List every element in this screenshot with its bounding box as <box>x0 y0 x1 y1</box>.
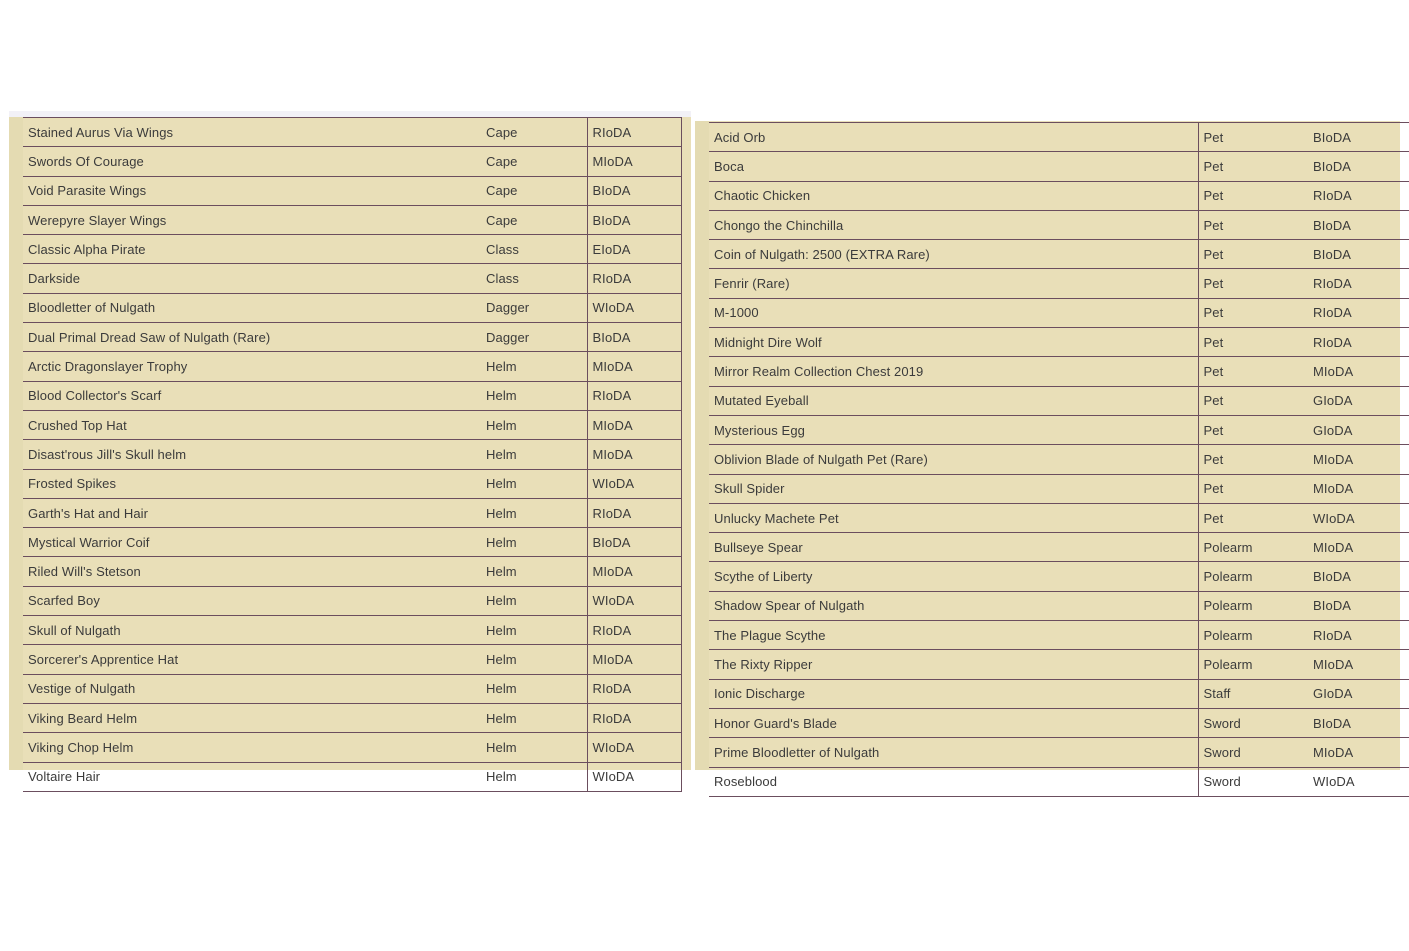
item-type-cell: Pet <box>1198 181 1308 210</box>
item-type-cell: Staff <box>1198 679 1308 708</box>
item-name-cell: Coin of Nulgath: 2500 (EXTRA Rare) <box>709 240 1198 269</box>
item-type-cell: Polearm <box>1198 650 1308 679</box>
item-type-cell: Pet <box>1198 474 1308 503</box>
item-name-cell: Disast'rous Jill's Skull helm <box>23 440 481 469</box>
table-row <box>709 415 1409 444</box>
item-code-cell: WIoDA <box>1308 503 1409 532</box>
item-code-cell: RIoDA <box>587 118 681 147</box>
item-type-cell: Sword <box>1198 738 1308 767</box>
item-name-cell: Blood Collector's Scarf <box>23 381 481 410</box>
table-row <box>23 381 681 410</box>
item-type-cell: Pet <box>1198 503 1308 532</box>
item-type-cell: Sword <box>1198 708 1308 737</box>
item-code-cell: BIoDA <box>1308 123 1409 152</box>
item-type-cell: Polearm <box>1198 533 1308 562</box>
table-row <box>709 621 1409 650</box>
item-type-cell: Cape <box>481 176 587 205</box>
item-name-cell: The Plague Scythe <box>709 621 1198 650</box>
item-code-cell: GIoDA <box>1308 415 1409 444</box>
table-row <box>23 176 681 205</box>
item-code-cell: WIoDA <box>1308 767 1409 796</box>
item-name-cell: Riled Will's Stetson <box>23 557 481 586</box>
item-name-cell: Acid Orb <box>709 123 1198 152</box>
item-name-cell: Darkside <box>23 264 481 293</box>
table-row <box>23 586 681 615</box>
item-code-cell: MIoDA <box>1308 357 1409 386</box>
item-name-cell: Chongo the Chinchilla <box>709 210 1198 239</box>
item-type-cell: Cape <box>481 147 587 176</box>
table-row <box>709 123 1409 152</box>
table-row <box>23 118 681 147</box>
item-code-cell: BIoDA <box>1308 562 1409 591</box>
table-row <box>709 210 1409 239</box>
item-name-cell: Frosted Spikes <box>23 469 481 498</box>
table-row <box>23 645 681 674</box>
item-name-cell: Stained Aurus Via Wings <box>23 118 481 147</box>
item-type-cell: Class <box>481 264 587 293</box>
item-type-cell: Pet <box>1198 210 1308 239</box>
item-type-cell: Pet <box>1198 269 1308 298</box>
item-type-cell: Helm <box>481 645 587 674</box>
item-code-cell: BIoDA <box>1308 708 1409 737</box>
table-row <box>709 474 1409 503</box>
left-item-table <box>23 117 682 792</box>
item-name-cell: Roseblood <box>709 767 1198 796</box>
table-row <box>709 357 1409 386</box>
item-name-cell: Mirror Realm Collection Chest 2019 <box>709 357 1198 386</box>
item-code-cell: EIoDA <box>587 235 681 264</box>
table-row <box>709 533 1409 562</box>
item-code-cell: MIoDA <box>1308 738 1409 767</box>
item-name-cell: Prime Bloodletter of Nulgath <box>709 738 1198 767</box>
item-name-cell: The Rixty Ripper <box>709 650 1198 679</box>
table-row <box>23 557 681 586</box>
item-code-cell: RIoDA <box>587 703 681 732</box>
item-code-cell: BIoDA <box>1308 591 1409 620</box>
item-code-cell: BIoDA <box>587 176 681 205</box>
item-type-cell: Helm <box>481 586 587 615</box>
item-code-cell: RIoDA <box>1308 298 1409 327</box>
item-type-cell: Pet <box>1198 386 1308 415</box>
item-type-cell: Pet <box>1198 240 1308 269</box>
item-name-cell: Fenrir (Rare) <box>709 269 1198 298</box>
item-name-cell: Bloodletter of Nulgath <box>23 293 481 322</box>
item-code-cell: WIoDA <box>587 586 681 615</box>
item-code-cell: RIoDA <box>1308 269 1409 298</box>
item-type-cell: Polearm <box>1198 591 1308 620</box>
item-name-cell: Shadow Spear of Nulgath <box>709 591 1198 620</box>
item-name-cell: Scythe of Liberty <box>709 562 1198 591</box>
item-code-cell: MIoDA <box>587 410 681 439</box>
item-name-cell: Midnight Dire Wolf <box>709 328 1198 357</box>
table-row <box>709 503 1409 532</box>
item-name-cell: Skull of Nulgath <box>23 616 481 645</box>
table-row <box>709 298 1409 327</box>
table-row <box>709 240 1409 269</box>
item-code-cell: RIoDA <box>587 264 681 293</box>
table-row <box>709 650 1409 679</box>
right-item-table <box>709 122 1409 797</box>
table-row <box>23 498 681 527</box>
item-type-cell: Helm <box>481 381 587 410</box>
item-code-cell: BIoDA <box>587 205 681 234</box>
item-name-cell: Werepyre Slayer Wings <box>23 205 481 234</box>
item-code-cell: WIoDA <box>587 469 681 498</box>
left-table-panel <box>9 111 691 785</box>
item-code-cell: BIoDA <box>1308 210 1409 239</box>
item-code-cell: BIoDA <box>1308 240 1409 269</box>
item-code-cell: MIoDA <box>1308 533 1409 562</box>
item-name-cell: Dual Primal Dread Saw of Nulgath (Rare) <box>23 323 481 352</box>
table-row <box>23 528 681 557</box>
item-type-cell: Dagger <box>481 293 587 322</box>
item-code-cell: RIoDA <box>1308 621 1409 650</box>
table-row <box>23 323 681 352</box>
table-row <box>709 562 1409 591</box>
item-type-cell: Sword <box>1198 767 1308 796</box>
item-name-cell: Honor Guard's Blade <box>709 708 1198 737</box>
table-row <box>23 410 681 439</box>
item-type-cell: Helm <box>481 616 587 645</box>
item-code-cell: WIoDA <box>587 762 681 791</box>
item-type-cell: Polearm <box>1198 621 1308 650</box>
item-type-cell: Helm <box>481 469 587 498</box>
item-code-cell: MIoDA <box>587 352 681 381</box>
table-row <box>709 679 1409 708</box>
item-type-cell: Helm <box>481 674 587 703</box>
item-name-cell: Void Parasite Wings <box>23 176 481 205</box>
item-type-cell: Helm <box>481 410 587 439</box>
table-row <box>23 674 681 703</box>
item-type-cell: Helm <box>481 440 587 469</box>
table-row <box>23 762 681 791</box>
table-row <box>709 181 1409 210</box>
item-name-cell: Chaotic Chicken <box>709 181 1198 210</box>
item-type-cell: Class <box>481 235 587 264</box>
item-type-cell: Cape <box>481 118 587 147</box>
table-row <box>23 293 681 322</box>
item-code-cell: RIoDA <box>587 674 681 703</box>
table-row <box>709 708 1409 737</box>
table-row <box>709 328 1409 357</box>
item-code-cell: WIoDA <box>587 733 681 762</box>
item-code-cell: MIoDA <box>1308 445 1409 474</box>
item-name-cell: Scarfed Boy <box>23 586 481 615</box>
table-row <box>709 738 1409 767</box>
table-row <box>23 235 681 264</box>
item-code-cell: RIoDA <box>587 616 681 645</box>
item-type-cell: Helm <box>481 733 587 762</box>
item-name-cell: Bullseye Spear <box>709 533 1198 562</box>
item-type-cell: Pet <box>1198 445 1308 474</box>
item-code-cell: RIoDA <box>587 381 681 410</box>
table-row <box>23 147 681 176</box>
item-code-cell: MIoDA <box>587 557 681 586</box>
table-row <box>23 352 681 381</box>
item-name-cell: Mutated Eyeball <box>709 386 1198 415</box>
item-type-cell: Pet <box>1198 123 1308 152</box>
table-row <box>709 269 1409 298</box>
table-row <box>23 733 681 762</box>
table-row <box>23 703 681 732</box>
item-code-cell: BIoDA <box>587 528 681 557</box>
item-type-cell: Helm <box>481 703 587 732</box>
item-type-cell: Helm <box>481 762 587 791</box>
item-code-cell: MIoDA <box>1308 474 1409 503</box>
right-table-panel <box>695 121 1400 790</box>
item-name-cell: Skull Spider <box>709 474 1198 503</box>
item-code-cell: GIoDA <box>1308 386 1409 415</box>
item-type-cell: Helm <box>481 352 587 381</box>
item-type-cell: Pet <box>1198 298 1308 327</box>
table-row <box>23 205 681 234</box>
item-name-cell: Mysterious Egg <box>709 415 1198 444</box>
item-name-cell: Garth's Hat and Hair <box>23 498 481 527</box>
item-type-cell: Pet <box>1198 357 1308 386</box>
item-name-cell: Unlucky Machete Pet <box>709 503 1198 532</box>
item-name-cell: Mystical Warrior Coif <box>23 528 481 557</box>
item-code-cell: MIoDA <box>587 645 681 674</box>
item-type-cell: Pet <box>1198 415 1308 444</box>
item-code-cell: MIoDA <box>1308 650 1409 679</box>
item-name-cell: Swords Of Courage <box>23 147 481 176</box>
item-type-cell: Helm <box>481 557 587 586</box>
table-row <box>23 440 681 469</box>
item-type-cell: Polearm <box>1198 562 1308 591</box>
item-name-cell: Oblivion Blade of Nulgath Pet (Rare) <box>709 445 1198 474</box>
item-name-cell: Vestige of Nulgath <box>23 674 481 703</box>
item-name-cell: Viking Chop Helm <box>23 733 481 762</box>
table-row <box>23 469 681 498</box>
item-code-cell: BIoDA <box>587 323 681 352</box>
item-code-cell: RIoDA <box>587 498 681 527</box>
table-row <box>709 386 1409 415</box>
item-name-cell: Crushed Top Hat <box>23 410 481 439</box>
item-code-cell: MIoDA <box>587 440 681 469</box>
table-row <box>709 445 1409 474</box>
item-type-cell: Helm <box>481 498 587 527</box>
item-type-cell: Cape <box>481 205 587 234</box>
item-name-cell: Arctic Dragonslayer Trophy <box>23 352 481 381</box>
item-type-cell: Pet <box>1198 328 1308 357</box>
table-row <box>709 767 1409 796</box>
item-name-cell: Ionic Discharge <box>709 679 1198 708</box>
item-code-cell: BIoDA <box>1308 152 1409 181</box>
table-row <box>709 152 1409 181</box>
item-type-cell: Helm <box>481 528 587 557</box>
item-name-cell: Boca <box>709 152 1198 181</box>
item-name-cell: Voltaire Hair <box>23 762 481 791</box>
item-code-cell: RIoDA <box>1308 181 1409 210</box>
table-row <box>23 264 681 293</box>
item-name-cell: M-1000 <box>709 298 1198 327</box>
item-code-cell: WIoDA <box>587 293 681 322</box>
item-code-cell: MIoDA <box>587 147 681 176</box>
panel-edge <box>695 121 709 770</box>
item-code-cell: GIoDA <box>1308 679 1409 708</box>
panel-edge <box>9 117 23 770</box>
item-name-cell: Viking Beard Helm <box>23 703 481 732</box>
table-row <box>709 591 1409 620</box>
item-code-cell: RIoDA <box>1308 328 1409 357</box>
table-row <box>23 616 681 645</box>
item-name-cell: Classic Alpha Pirate <box>23 235 481 264</box>
item-type-cell: Dagger <box>481 323 587 352</box>
item-type-cell: Pet <box>1198 152 1308 181</box>
item-name-cell: Sorcerer's Apprentice Hat <box>23 645 481 674</box>
